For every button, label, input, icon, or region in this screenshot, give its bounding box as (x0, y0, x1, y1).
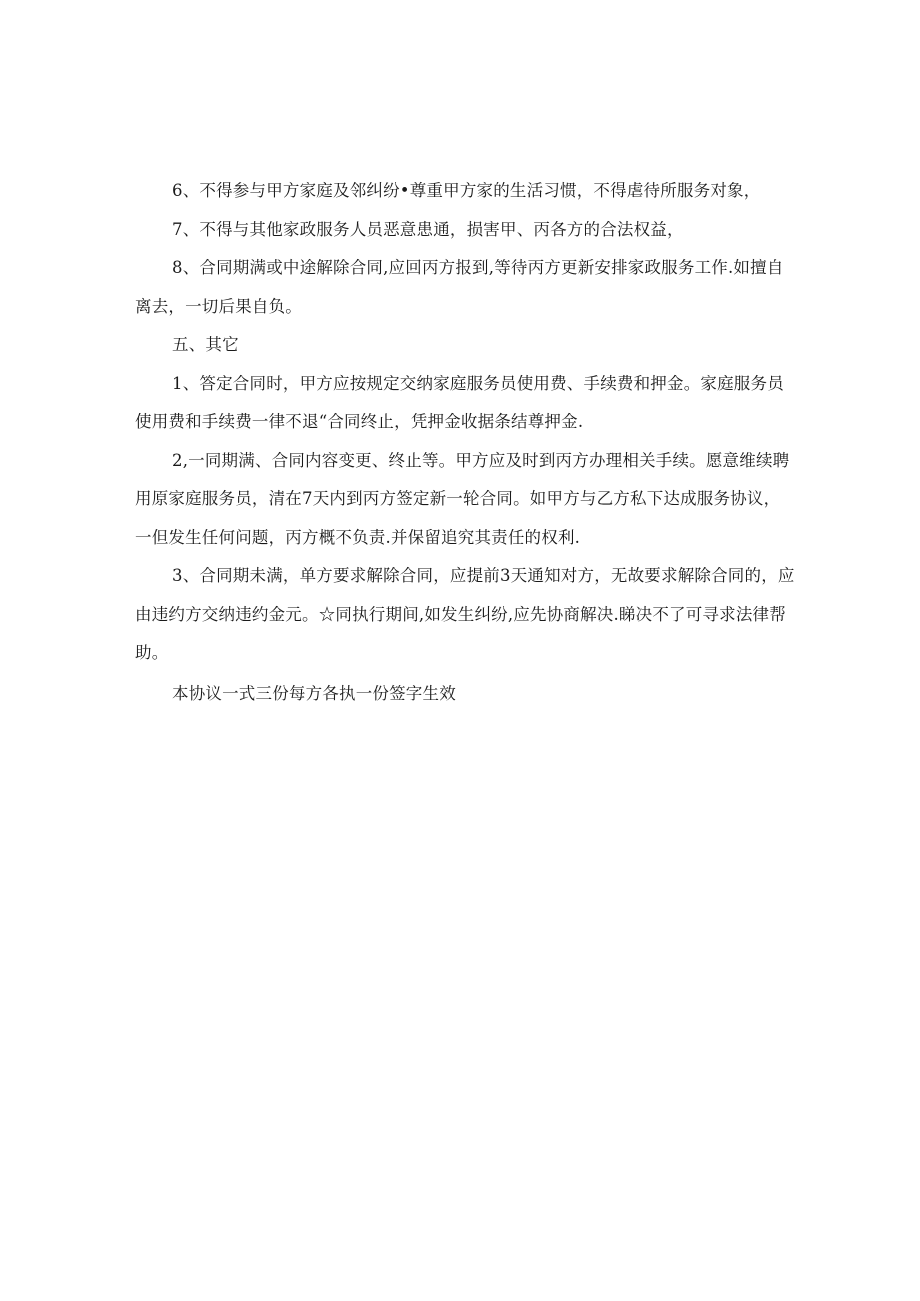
closing-statement: 本协议一式三份每方各执一份签字生效 (172, 683, 456, 703)
document-body (135, 172, 795, 713)
other-clause-3: 3、合同期未满，单方要求解除合同，应提前3天通知对方，无故要求解除合同的，应由违约方交纳违约金元。☆同执行期间,如发生纠纷,应先协商解决.睇决不了可寻求法律帮助。 (135, 566, 795, 662)
section-heading-other: 五、其它 (172, 335, 239, 354)
other-clause-2: 2,一同期满、合同内容变更、终止等。甲方应及时到丙方办理相关手续。愿意维续聘用原家庭服务员，清在7天内到丙方签定新一轮合同。如甲方与乙方私下达成服务协议，一但发生任何问题，丙方概不负责.并保留追究其责任的权利. (135, 450, 790, 547)
clause-6: 6、不得参与甲方家庭及邻纠纷•尊重甲方家的生活习惯，不得虐待所服务对象， (172, 181, 761, 200)
clause-8: 8、合同期满或中途解除合同,应回丙方报到,等待丙方更新安排家政服务工作.如擅自离去，一切后果自负。 (135, 258, 784, 316)
other-clause-1: 1、答定合同时，甲方应按规定交纳家庭服务员使用费、手续费和押金。家庭服务员使用费和手续费一律不退“合同终止，凭押金收据条结尊押金. (135, 373, 784, 431)
clause-7: 7、不得与其他家政服务人员恶意患通，损害甲、丙各方的合法权益， (172, 219, 684, 239)
